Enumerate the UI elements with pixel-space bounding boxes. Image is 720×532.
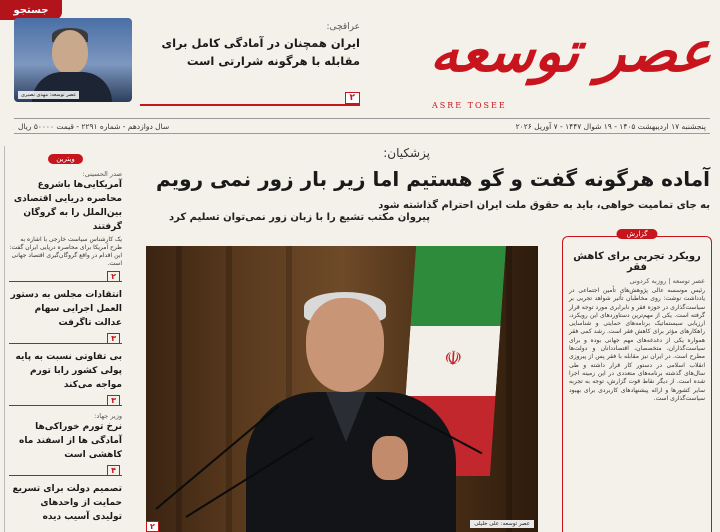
flag-emblem-icon: ☫ [443,346,464,370]
right-column-report [562,230,712,532]
main-photo-page-number[interactable]: ۲ [146,521,159,532]
left-item-divider [9,332,122,344]
right-column-author: عصر توسعه | روزبه کردونی [629,277,705,285]
teaser-text[interactable] [140,22,360,70]
issue-number-price: سال دوازدهم - شماره ۲۲۹۱ - قیمت ۵۰۰۰۰ ریال [18,121,170,131]
left-item-divider [9,464,122,476]
newspaper-logo: عصر توسعه [427,19,716,85]
masthead [412,12,716,112]
main-headline[interactable]: آماده هرگونه گفت و گو هستیم اما زیر بار زور نمی رویم [155,167,710,191]
speaker-hand [372,436,408,480]
flag-green-stripe [410,246,506,326]
page-number[interactable]: ۴ [107,465,120,476]
page-number[interactable]: ۲ [107,271,120,282]
left-item-1[interactable] [5,168,126,270]
newspaper-logo-latin: ASRE TOSEE [432,101,507,110]
issue-date: پنجشنبه ۱۷ اردیبهشت ۱۴۰۵ - ۱۹ شوال ۱۴۴۷ - ۷ آوریل ۲۰۲۶ [515,121,706,131]
left-item-kicker: صدر الحسینی: [82,170,122,178]
main-photo-caption: عصر توسعه: علی خلیلی [470,520,534,528]
curtain-fold [506,246,512,532]
left-item-3[interactable] [5,348,126,394]
left-item-title[interactable]: آمریکایی‌ها باشروع محاصره دریایی اقتصادی بین‌الملل را به گروگان گرفتند [13,180,122,232]
teaser-photo-head [52,30,88,74]
page-number[interactable]: ۳ [107,333,120,344]
teaser-title[interactable]: ایران همچنان در آمادگی کامل برای مقابله با هرگونه شرارتی است [161,36,360,68]
right-column-tag: گزارش [616,229,657,239]
left-item-title[interactable]: انتقادات مجلس به دستور العمل اجرایی سهام عدالت تاگرفت [10,290,122,328]
left-item-2[interactable] [5,286,126,332]
main-kicker: پزشکیان: [383,146,430,160]
page-number[interactable]: ۳ [107,395,120,406]
teaser-photo-caption: عصر توسعه: مهدی نصیری [18,91,79,99]
teaser-kicker: عراقچی: [326,22,360,32]
left-item-title[interactable]: تصمیم دولت برای تسریع حمایت از واحدهای تولیدی آسیب دیده [12,484,122,522]
left-item-4[interactable] [5,410,126,464]
info-bar [14,118,710,134]
teaser-page-number[interactable]: ۲ [345,92,361,104]
left-item-divider [9,270,122,282]
right-column-body: رئیس موسسه عالی پژوهش‌های تأمین اجتماعی در یادداشت نوشت: روی مخاطبان تأثیر شواهد تجربی بر سیاست‌گذاری در حوزه فقر و نابرابری مورد توجه قرار گرفته است. یکی از مهم‌ترین دستاوردهای این رویکرد، ارزیابی سیستماتیک برنامه‌های حمایتی و شناسایی راهکارهای مؤثر برای کاهش فقر است. رشد کمی فقر همواره یکی از دغدغه‌های مهم جهانی بوده و برای سیاست‌گذاران، متخصصان، اقتصاددانان و دولت‌ها مطرح است. در ایران نیز مقابله با فقر پس از پیروزی انقلاب اسلامی در دستور کار قرار داشته و طی سال‌های گذشته برنامه‌های متعددی در این زمینه اجرا شده است. از دیگر نقاط قوت گزارش، توجه به تجربه سایر کشورها و ارائه پیشنهادهای کاربردی برای بهبود سیاست‌گذاری است. [569,287,705,402]
teaser-page-line [140,92,360,106]
left-item-title[interactable]: نرخ تورم خوراکی‌ها آمادگی ها از اسفند ماه کاهشی است [19,422,122,460]
left-item-kicker: وزیر جهاد: [94,412,122,420]
speaker-face [306,298,384,392]
teaser-photo[interactable] [14,18,132,102]
main-subheadline-2: پیروان مکتب تشیع را با زبان زور نمی‌توان تسلیم کرد [169,212,430,223]
left-column-tag: ویترین [48,154,83,164]
left-item-divider [9,394,122,406]
left-column [4,146,126,532]
main-photo[interactable] [146,246,538,532]
left-item-body: یک کارشناس سیاست خارجی با اشاره به طرح آمریکا برای محاصره دریایی ایران گفت: این اقدام در واقع گروگان‌گیری اقتصاد جهانی است. [9,236,122,267]
right-column-title[interactable]: رویکرد تجربی برای کاهش فقر [573,251,701,273]
left-item-title[interactable]: بی تفاوتی نسبت به پایه پولی کشور رابا تورم مواجه می‌کند [15,352,122,390]
left-item-5[interactable] [5,480,126,526]
main-subheadline-1: به جای تمامیت خواهی، باید به حقوق ملت ایران احترام گذاشته شود [378,200,710,211]
corner-badge[interactable]: جستجو [0,0,62,20]
